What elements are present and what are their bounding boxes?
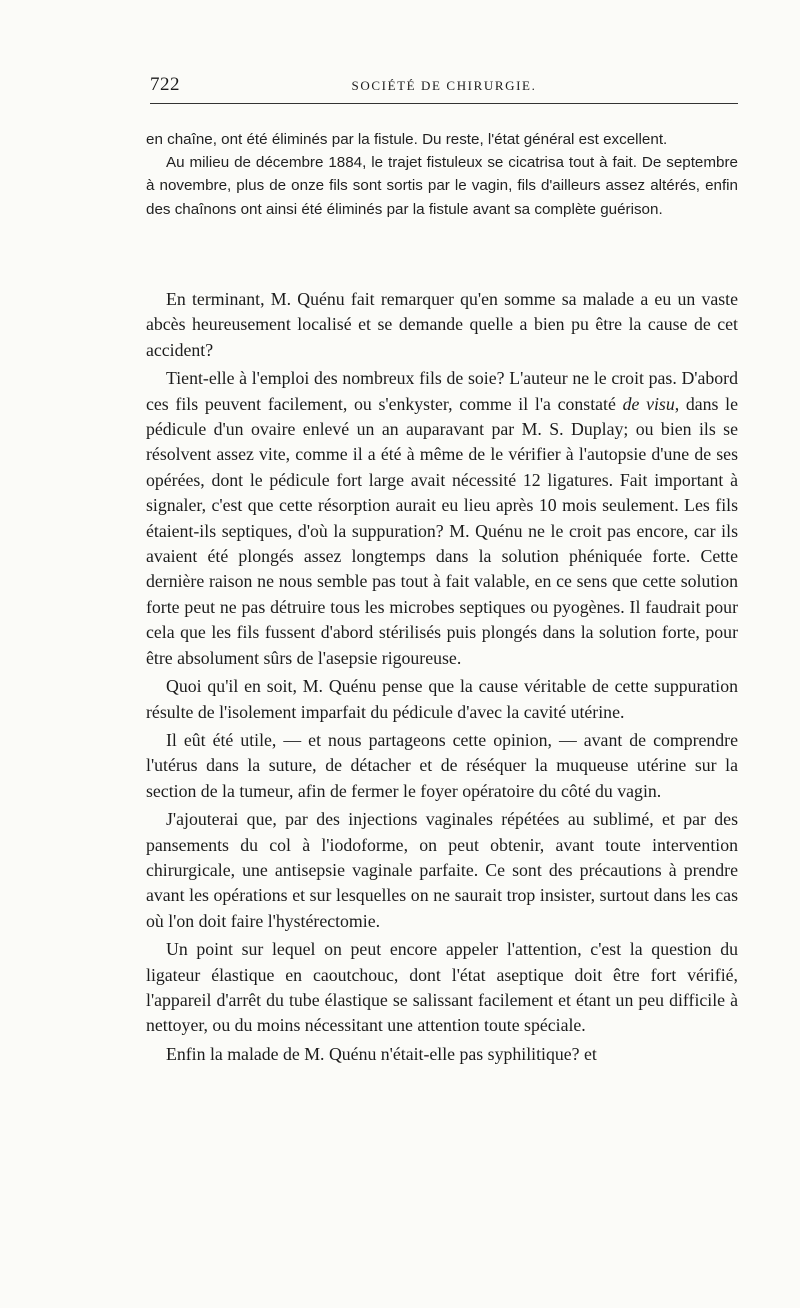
notes-paragraph-2: Au milieu de décembre 1884, le trajet fistuleux se cicatrisa tout à fait. De septembre à novembre, plus de onze fils sont sortis par le vagin, fils d'ailleurs assez altérés, enfin des chaînons ont ainsi été éliminés par la fistule avant sa complète guérison. (146, 154, 738, 218)
running-title: SOCIÉTÉ DE CHIRURGIE. (351, 78, 537, 93)
paragraph-6: Un point sur lequel on peut encore appeler l'attention, c'est la question du ligateur élastique en caoutchouc, dont l'état aseptique doit être fort vérifié, l'appareil d'arrêt du tube élastique se salissant facilement et étant un peu difficile à nettoyer, ou du moins nécessitant une attention toute spéciale. (146, 939, 738, 1036)
paragraph-2-italic: de visu (622, 393, 675, 414)
paragraph-5: J'ajouterai que, par des injections vaginales répétées au sublimé, et par des pansements du col à l'iodoforme, on peut obtenir, avant toute intervention chirurgicale, une antisepsie vaginale parfaite. Ce sont des précautions à prendre avant les opérations et sur lesquelles on ne saurait trop insister, surtout dans les cas où l'on doit faire l'hystérectomie. (146, 809, 738, 931)
main-text (146, 287, 738, 1067)
paragraph-2-text-a: Tient-elle à l'emploi des nombreux fils de soie? L'auteur ne le croit pas. D'abord ces fils peuvent facilement, ou s'enkyster, comme il l'a constaté (146, 368, 738, 414)
paragraph-2-text-b: , dans le pédicule d'un ovaire enlevé un an auparavant par M. S. Duplay; ou bien ils se résolvent assez vite, comme il a été à même de le vérifier à l'autopsie d'une de ses opérées, dont le pédicule fort large avait nécessité 12 ligatures. Fait important à signaler, c'est que cette résorption aurait eu lieu après 10 mois seulement. Les fils étaient-ils septiques, d'où la suppuration? M. Quénu ne le croit pas encore, car ils avaient été plongés assez longtemps dans la solution phéniquée forte. Cette dernière raison ne nous semble pas tout à fait valable, en ce sens que cette solution forte peut ne pas détruire tous les microbes septiques ou pyogènes. Il faudrait pour cela que les fils fussent d'abord stérilisés puis plongés dans la solution forte, pour être absolument sûrs de l'asepsie rigoureuse. (146, 393, 739, 668)
page-number: 722 (150, 74, 180, 95)
paragraph-3: Quoi qu'il en soit, M. Quénu pense que la cause véritable de cette suppuration résulte de l'isolement imparfait du pédicule d'avec la cavité utérine. (146, 676, 738, 722)
paragraph-2 (146, 366, 738, 671)
running-head (150, 74, 738, 100)
notes-paragraph-1: en chaîne, ont été éliminés par la fistule. Du reste, l'état général est excellent. (146, 131, 668, 148)
paragraph-4: Il eût été utile, — et nous partageons cette opinion, — avant de comprendre l'utérus dans la suture, de détacher et de réséquer la muqueuse utérine sur la section de la tumeur, afin de fermer le foyer opératoire du côté du vagin. (146, 729, 738, 801)
paragraph-7: Enfin la malade de M. Quénu n'était-elle pas syphilitique? et (166, 1043, 597, 1064)
small-print-notes (146, 128, 738, 221)
header-rule (150, 103, 738, 104)
paragraph-1: En terminant, M. Quénu fait remarquer qu'en somme sa malade a eu un vaste abcès heureusement localisé et se demande quelle a bien pu être la cause de cet accident? (146, 289, 738, 360)
